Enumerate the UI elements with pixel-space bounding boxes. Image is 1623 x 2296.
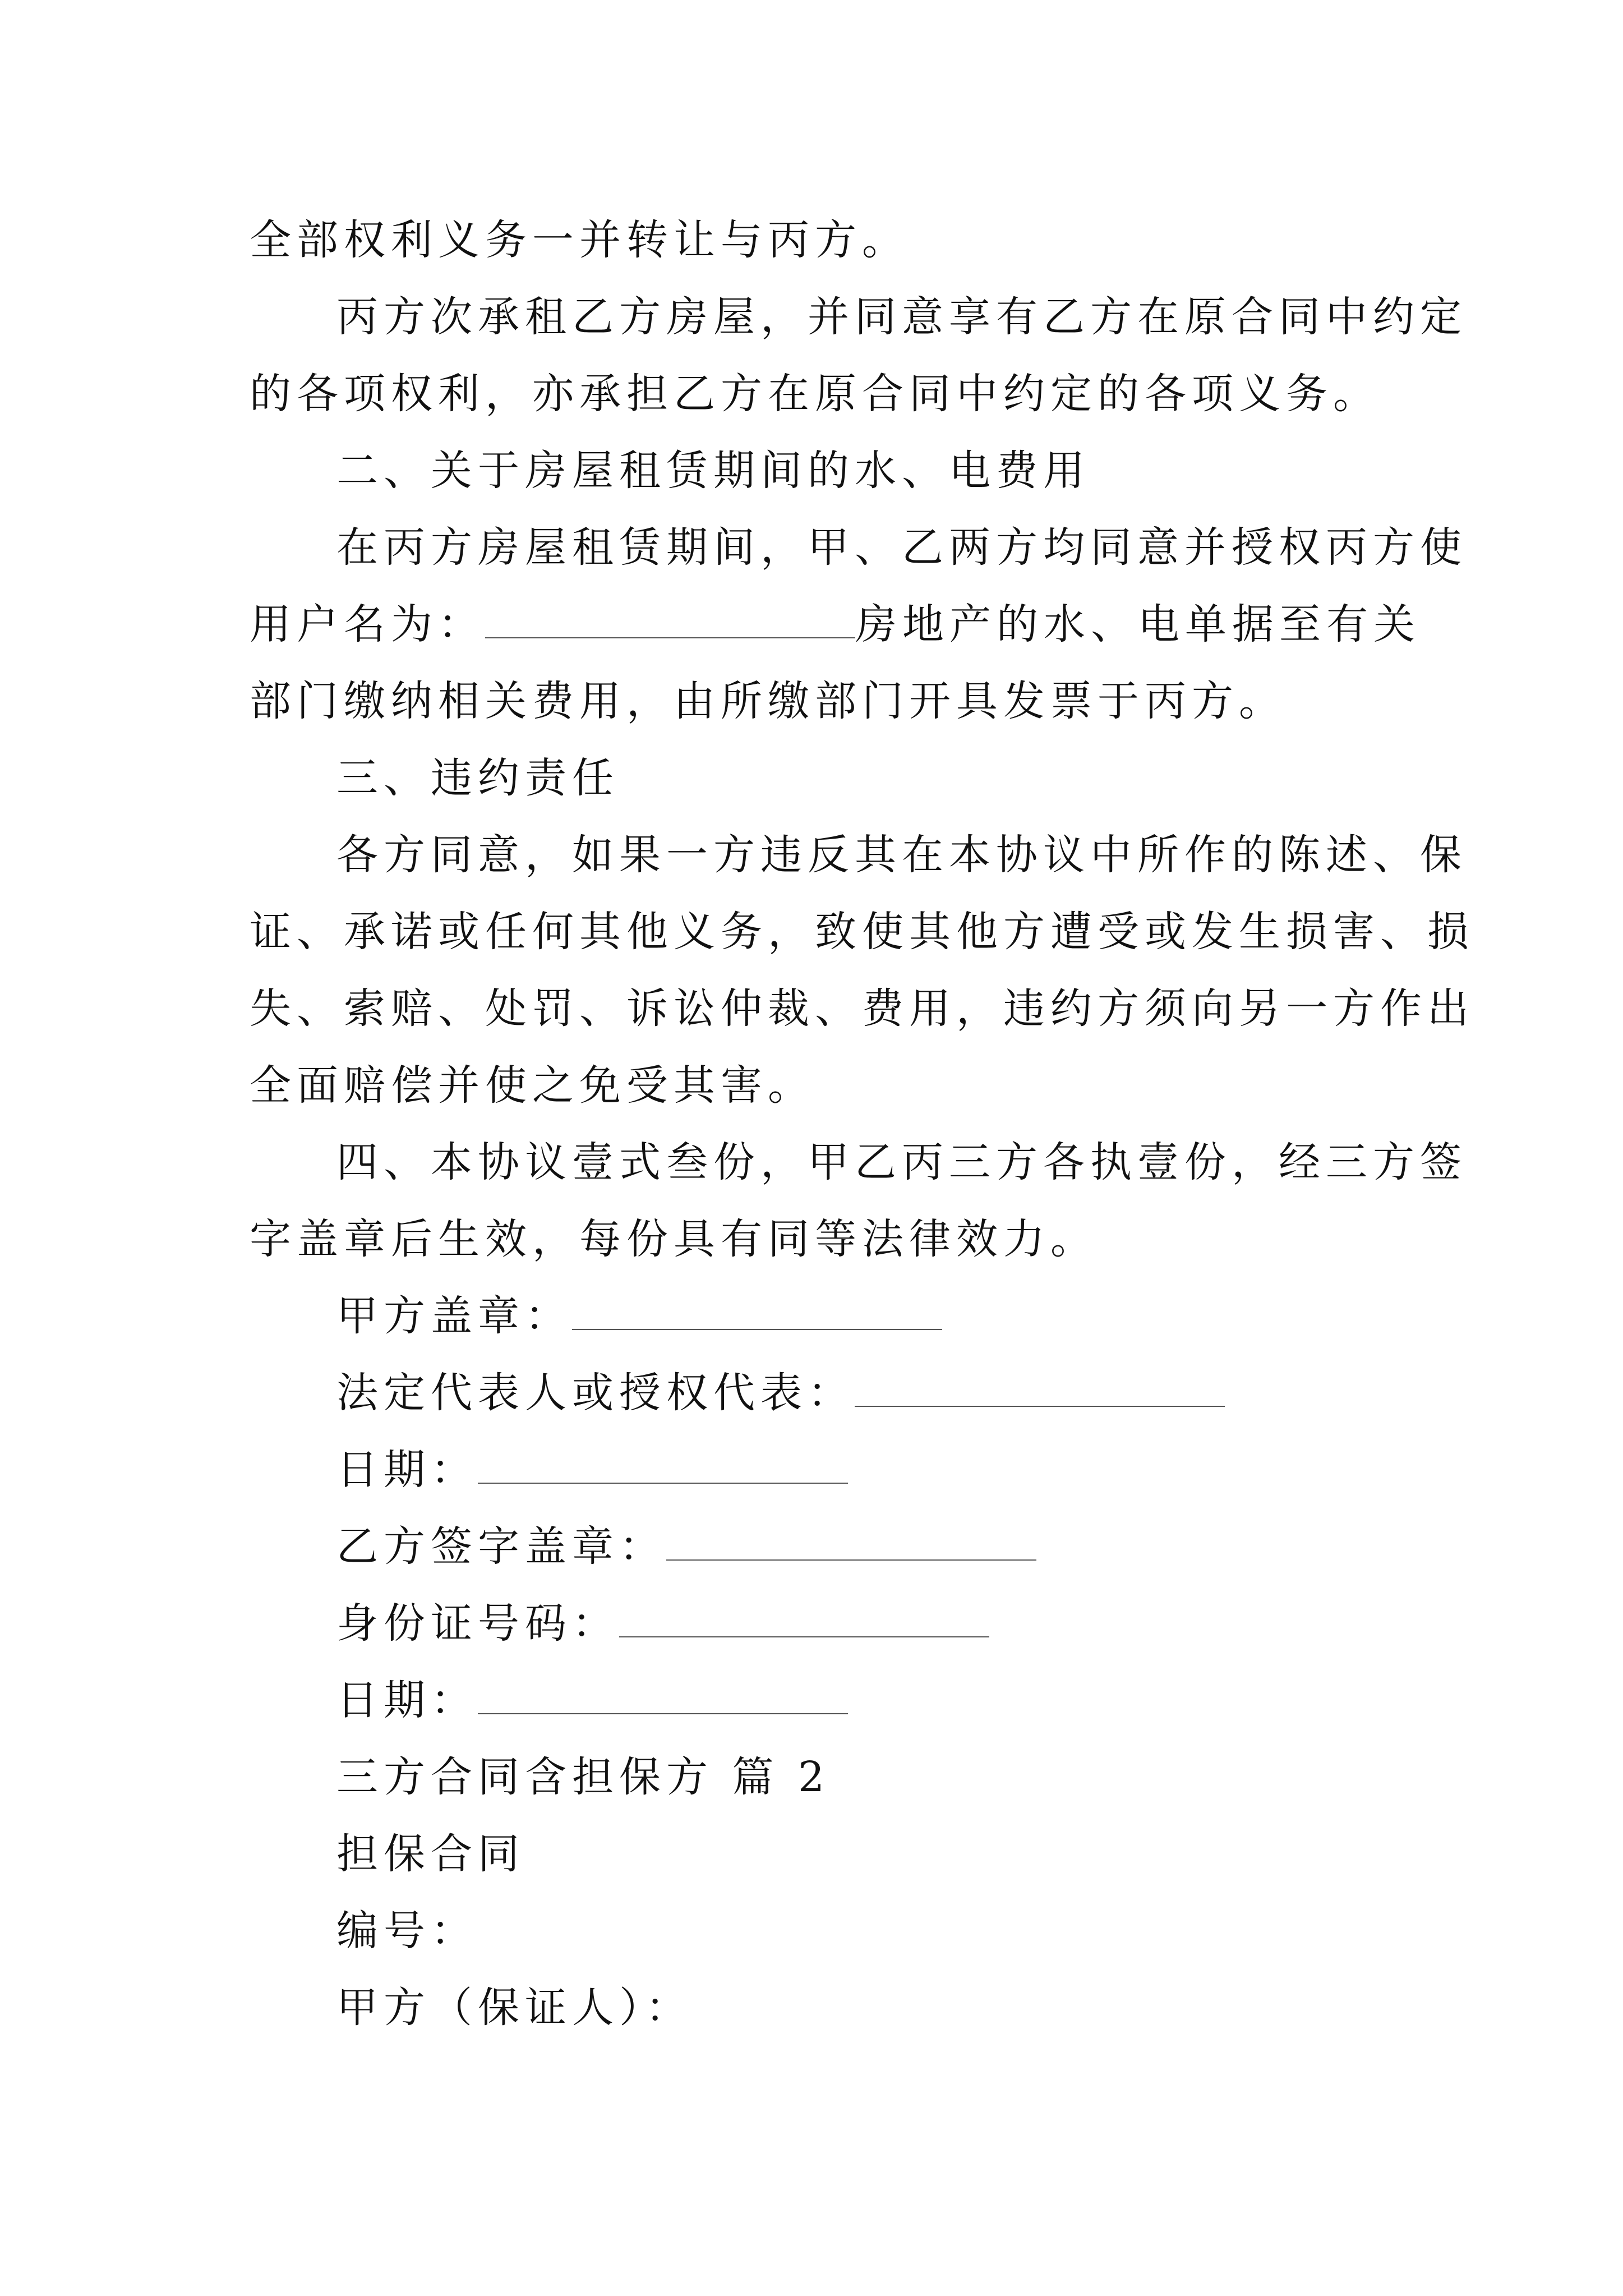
paragraph-line: 在丙方房屋租赁期间，甲、乙两方均同意并授权丙方使 (336, 523, 1467, 572)
field-label: 法定代表人或授权代表： (336, 1369, 855, 1417)
contract-number-label: 编号： (336, 1907, 478, 1955)
paragraph-line: 证、承诺或任何其他义务，致使其他方遭受或发生损害、损 (250, 908, 1474, 956)
field-label: 日期： (336, 1676, 478, 1724)
signature-row-legal-rep (336, 1365, 1225, 1421)
party-a-seal-field[interactable] (572, 1291, 942, 1330)
id-number-field[interactable] (619, 1598, 989, 1637)
paragraph-line: 全部权利义务一并转让与丙方。 (250, 216, 909, 264)
paragraph-line: 部门缴纳相关费用，由所缴部门开具发票于丙方。 (250, 677, 1286, 725)
date-a-field[interactable] (478, 1444, 848, 1484)
paragraph-line: 丙方次承租乙方房屋，并同意享有乙方在原合同中约定 (336, 293, 1467, 341)
paragraph-line: 的各项权利，亦承担乙方在原合同中约定的各项义务。 (250, 370, 1380, 418)
legal-rep-field[interactable] (855, 1368, 1225, 1407)
paragraph-line (250, 596, 1421, 652)
contract-title: 担保合同 (336, 1830, 525, 1878)
paragraph-line: 各方同意，如果一方违反其在本协议中所作的陈述、保 (336, 831, 1467, 879)
paragraph-line: 四、本协议壹式叁份，甲乙丙三方各执壹份，经三方签 (336, 1138, 1467, 1186)
section-heading: 三方合同含担保方 篇 2 (336, 1753, 831, 1801)
fill-in-blank[interactable] (485, 599, 855, 638)
paragraph-line: 全面赔偿并使之免受其害。 (250, 1061, 815, 1110)
section-heading: 二、关于房屋租赁期间的水、电费用 (336, 447, 1090, 495)
date-b-field[interactable] (478, 1675, 848, 1714)
party-b-sign-field[interactable] (666, 1521, 1036, 1561)
signature-row-date-a (336, 1442, 848, 1498)
field-label: 甲方盖章： (336, 1292, 572, 1340)
signature-row-party-a-seal (336, 1288, 942, 1344)
guarantor-label: 甲方（保证人）： (336, 1984, 693, 2032)
paragraph-line: 字盖章后生效，每份具有同等法律效力。 (250, 1215, 1098, 1263)
field-label: 用户名为： (250, 600, 485, 648)
paragraph-text: 房地产的水、电单据至有关 (855, 600, 1421, 648)
section-heading: 三、违约责任 (336, 754, 619, 802)
field-label: 乙方签字盖章： (336, 1522, 666, 1571)
field-label: 身份证号码： (336, 1599, 619, 1648)
signature-row-date-b (336, 1672, 848, 1728)
signature-row-id-number (336, 1595, 989, 1651)
field-label: 日期： (336, 1446, 478, 1494)
signature-row-party-b-sign (336, 1519, 1036, 1575)
paragraph-line: 失、索赔、处罚、诉讼仲裁、费用，违约方须向另一方作出 (250, 984, 1474, 1033)
